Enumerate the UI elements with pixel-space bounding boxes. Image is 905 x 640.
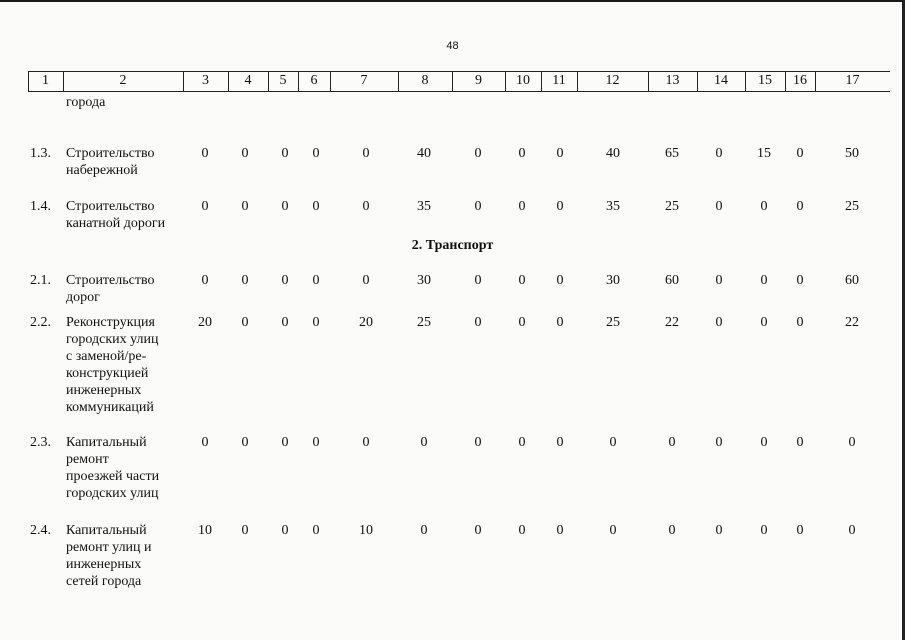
- row-value: 25: [845, 199, 859, 214]
- row-value: 0: [760, 273, 768, 288]
- row-value: 0: [362, 273, 370, 288]
- row-value: 60: [845, 273, 859, 288]
- row-value: 0: [796, 146, 804, 161]
- section-title-transport: 2. Транспорт: [411, 238, 494, 253]
- row-value: 0: [201, 273, 209, 288]
- row-value: 0: [312, 199, 320, 214]
- row-value: 0: [281, 523, 289, 538]
- header-column-number: 1: [42, 73, 49, 88]
- row-value: 0: [518, 523, 526, 538]
- header-column-number: 9: [475, 73, 482, 88]
- header-column-number: 5: [279, 73, 287, 88]
- row-value: 65: [665, 146, 679, 161]
- row-value: 0: [474, 273, 482, 288]
- row-value: 0: [474, 315, 482, 330]
- row-value: 10: [198, 523, 212, 538]
- row-value: 20: [198, 315, 212, 330]
- row-number: 1.3.: [30, 146, 51, 161]
- row-value: 0: [556, 273, 564, 288]
- row-value: 0: [760, 523, 768, 538]
- row-value: 0: [281, 273, 289, 288]
- row-number: 2.2.: [30, 315, 51, 330]
- row-value: 0: [312, 523, 320, 538]
- row-value: 22: [665, 315, 679, 330]
- header-column-number: 17: [845, 73, 860, 88]
- row-value: 40: [606, 146, 620, 161]
- row-value: 0: [312, 435, 320, 450]
- row-value: 35: [606, 199, 620, 214]
- row-value: 0: [796, 315, 804, 330]
- row-value: 0: [796, 523, 804, 538]
- row-value: 0: [518, 273, 526, 288]
- row-value: 0: [420, 435, 428, 450]
- row-value: 0: [201, 435, 209, 450]
- row-value: 0: [474, 199, 482, 214]
- row-value: 0: [362, 146, 370, 161]
- row-value: 0: [556, 523, 564, 538]
- row-value: 0: [241, 146, 249, 161]
- row-value: 0: [241, 523, 249, 538]
- row-value: 0: [715, 199, 723, 214]
- row-value: 0: [241, 315, 249, 330]
- header-column-number: 10: [516, 73, 530, 88]
- row-value: 0: [556, 315, 564, 330]
- header-column-number: 3: [202, 73, 209, 88]
- row-value: 0: [474, 523, 482, 538]
- row-value: 0: [281, 146, 289, 161]
- row-value: 20: [359, 315, 373, 330]
- scan-border-top: [0, 0, 905, 2]
- row-value: 0: [609, 435, 617, 450]
- row-number: 2.3.: [30, 435, 51, 450]
- row-name: Строительство канатной дороги: [66, 199, 166, 231]
- row-value: 0: [715, 273, 723, 288]
- header-column-number: 6: [310, 73, 318, 88]
- row-value: 0: [518, 146, 526, 161]
- row-value: 22: [845, 315, 859, 330]
- row-number: 2.4.: [30, 523, 51, 538]
- header-column-number: 2: [119, 73, 127, 88]
- row-value: 25: [665, 199, 679, 214]
- row-value: 0: [312, 146, 320, 161]
- row-value: 0: [281, 435, 289, 450]
- row-value: 50: [845, 146, 859, 161]
- row-value: 0: [281, 199, 289, 214]
- row-value: 0: [420, 523, 428, 538]
- row-value: 0: [201, 199, 209, 214]
- row-value: 0: [518, 199, 526, 214]
- header-column-number: 4: [244, 73, 252, 88]
- row-value: 0: [518, 315, 526, 330]
- row-value: 0: [715, 315, 723, 330]
- header-column-number: 12: [605, 73, 620, 88]
- row-value: 0: [556, 435, 564, 450]
- row-value: 0: [848, 435, 856, 450]
- row-value: 25: [417, 315, 431, 330]
- row-value: 10: [359, 523, 373, 538]
- header-column-number: 7: [360, 73, 368, 88]
- row-value: 0: [474, 146, 482, 161]
- row-value: 0: [760, 315, 768, 330]
- row-value: 0: [796, 273, 804, 288]
- row-name: Строительство набережной: [66, 146, 155, 178]
- row-value: 0: [796, 199, 804, 214]
- header-bottom-border: [28, 91, 890, 92]
- row-value: 0: [556, 146, 564, 161]
- row-value: 0: [668, 435, 676, 450]
- row-value: 0: [518, 435, 526, 450]
- row-value: 60: [665, 273, 679, 288]
- row-value: 0: [796, 435, 804, 450]
- continuation-text: города: [66, 95, 106, 110]
- row-name: Строительство дорог: [66, 273, 155, 305]
- row-value: 0: [715, 146, 723, 161]
- row-value: 0: [362, 199, 370, 214]
- row-value: 15: [757, 146, 771, 161]
- row-value: 0: [668, 523, 676, 538]
- row-value: 30: [606, 273, 620, 288]
- row-value: 0: [760, 199, 768, 214]
- row-value: 0: [241, 273, 249, 288]
- row-value: 0: [312, 273, 320, 288]
- row-name: Капитальный ремонт проезжей части городских улиц: [66, 435, 160, 501]
- header-column-number: 15: [758, 73, 772, 88]
- header-column-number: 13: [665, 73, 680, 88]
- row-value: 0: [312, 315, 320, 330]
- header-column-number: 11: [552, 73, 566, 88]
- page-number: 48: [446, 40, 459, 52]
- row-value: 0: [715, 523, 723, 538]
- row-value: 0: [556, 199, 564, 214]
- row-name: Реконструкция городских улиц с заменой/ре- конструкцией инженерных коммуникаций: [66, 315, 159, 415]
- header-column-number: 8: [421, 73, 429, 88]
- header-column-number: 14: [714, 73, 728, 88]
- row-value: 0: [848, 523, 856, 538]
- row-value: 0: [474, 435, 482, 450]
- row-value: 0: [241, 435, 249, 450]
- row-value: 0: [362, 435, 370, 450]
- row-value: 40: [417, 146, 431, 161]
- row-value: 35: [417, 199, 431, 214]
- row-value: 0: [201, 146, 209, 161]
- row-value: 0: [760, 435, 768, 450]
- row-number: 2.1.: [30, 273, 51, 288]
- row-number: 1.4.: [30, 199, 51, 214]
- header-column-number: 16: [793, 73, 807, 88]
- row-value: 0: [241, 199, 249, 214]
- row-name: Капитальный ремонт улиц и инженерных сетей города: [66, 523, 152, 589]
- row-value: 30: [417, 273, 431, 288]
- row-value: 25: [606, 315, 620, 330]
- row-value: 0: [609, 523, 617, 538]
- row-value: 0: [281, 315, 289, 330]
- row-value: 0: [715, 435, 723, 450]
